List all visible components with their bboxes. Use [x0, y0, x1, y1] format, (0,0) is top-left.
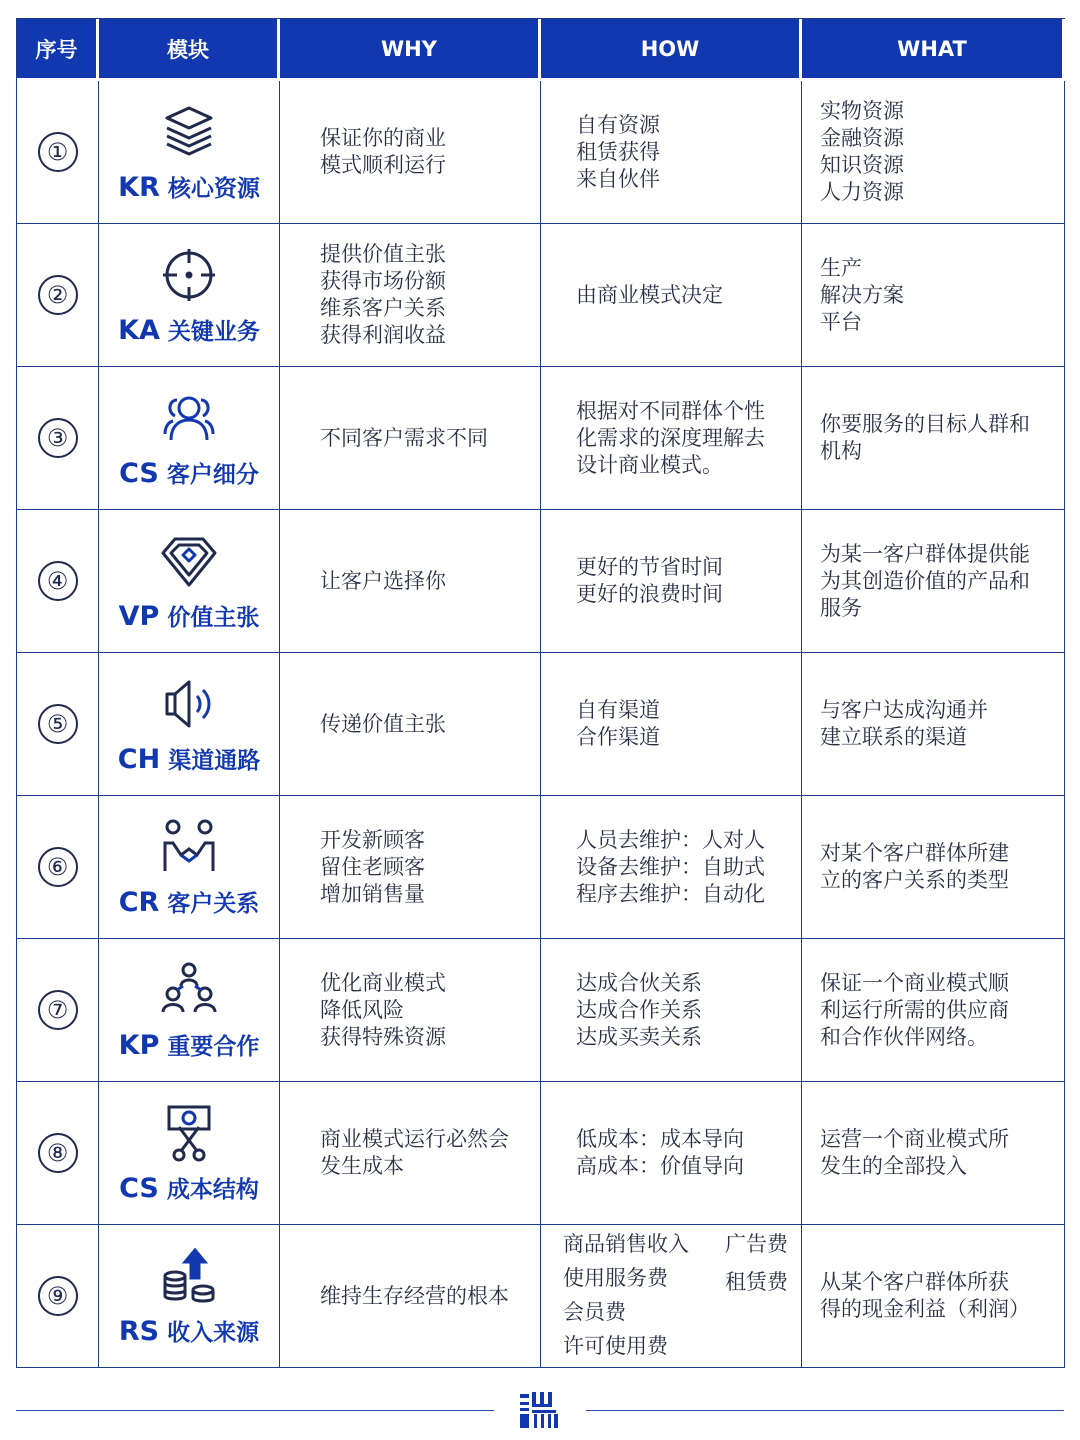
module-cell — [99, 939, 280, 1082]
what-line: 服务 — [820, 595, 862, 620]
row-index: ⑥ — [38, 847, 78, 887]
why-cell — [280, 224, 541, 367]
what-line: 知识资源 — [820, 153, 904, 177]
why-cell — [280, 796, 541, 939]
what-line: 得的现金利益（利润） — [820, 1297, 1030, 1321]
how-cell — [541, 224, 802, 367]
module-cell — [99, 510, 280, 653]
row-index-cell — [17, 1225, 99, 1368]
what-line: 你要服务的目标人群和 — [820, 412, 1030, 436]
row-index: ① — [38, 132, 78, 172]
how-line: 达成买卖关系 — [576, 1024, 702, 1049]
module-cell — [99, 81, 280, 224]
how-line: 自有资源 — [576, 112, 660, 137]
how-line: 人员去维护：人对人 — [576, 827, 765, 852]
what-line: 从某个客户群体所获 — [820, 1270, 1009, 1294]
why-line: 商业模式运行必然会 — [320, 1127, 509, 1151]
what-cell — [802, 796, 1065, 939]
how-line: 更好的浪费时间 — [576, 582, 723, 606]
how-line: 更好的节省时间 — [576, 555, 723, 579]
what-line: 机构 — [820, 439, 862, 463]
module-label — [119, 1028, 260, 1061]
row-index: ④ — [38, 561, 78, 601]
row-index-cell — [17, 224, 99, 367]
row-index: ⑧ — [38, 1133, 78, 1173]
what-line: 立的客户关系的类型 — [820, 868, 1009, 892]
module-code: CS — [119, 1172, 159, 1204]
how-line: 达成合作关系 — [576, 997, 702, 1022]
revenue-items — [541, 1225, 801, 1367]
row-index-cell — [17, 510, 99, 653]
what-line: 发生的全部投入 — [820, 1154, 967, 1178]
revenue-item: 许可使用费 — [563, 1334, 668, 1358]
what-line: 平台 — [820, 309, 862, 334]
module-label — [119, 456, 259, 489]
cost-cut-icon — [159, 1103, 219, 1171]
module-label — [118, 170, 260, 203]
why-line: 让客户选择你 — [320, 568, 446, 593]
module-code: CS — [119, 457, 159, 489]
row-index: ② — [38, 275, 78, 315]
how-cell — [541, 1225, 802, 1368]
how-cell — [541, 81, 802, 224]
why-line: 获得利润收益 — [320, 323, 446, 347]
why-line: 增加销售量 — [320, 881, 425, 906]
module-name: 核心资源 — [167, 175, 260, 202]
module-name: 成本结构 — [166, 1176, 259, 1203]
header-what: WHAT — [802, 19, 1065, 81]
why-line: 模式顺利运行 — [320, 153, 446, 177]
module-name: 关键业务 — [167, 318, 260, 345]
module-cell — [99, 796, 280, 939]
handshake-people-icon — [159, 817, 219, 885]
module-code: KA — [118, 314, 160, 346]
how-line: 程序去维护：自动化 — [576, 881, 765, 906]
what-line: 对某个客户群体所建 — [820, 841, 1009, 865]
how-line: 合作渠道 — [576, 725, 660, 749]
module-cell — [99, 653, 280, 796]
why-line: 传递价值主张 — [320, 711, 446, 736]
module-code: VP — [118, 600, 160, 632]
module-cell — [99, 1082, 280, 1225]
what-line: 金融资源 — [820, 126, 904, 150]
why-line: 提供价值主张 — [320, 242, 446, 266]
why-line: 维持生存经营的根本 — [320, 1283, 509, 1308]
module-label — [119, 885, 260, 918]
crosshair-icon — [159, 245, 219, 313]
module-label — [118, 313, 260, 346]
what-line: 生产 — [820, 255, 862, 280]
module-cell — [99, 367, 280, 510]
module-code: KP — [118, 1029, 160, 1061]
how-cell — [541, 796, 802, 939]
module-label — [119, 599, 260, 632]
how-line: 来自伙伴 — [576, 166, 660, 191]
revenue-item: 会员费 — [563, 1300, 626, 1324]
what-line: 建立联系的渠道 — [820, 725, 967, 749]
module-name: 价值主张 — [167, 604, 260, 631]
what-cell — [802, 224, 1065, 367]
what-line: 人力资源 — [820, 180, 904, 204]
what-cell — [802, 510, 1065, 653]
what-line: 利运行所需的供应商 — [820, 997, 1009, 1022]
coins-up-icon — [159, 1246, 219, 1314]
diamond-icon — [159, 531, 219, 599]
what-line: 解决方案 — [820, 282, 904, 307]
revenue-item: 使用服务费 — [563, 1266, 668, 1290]
what-line: 保证一个商业模式顺 — [820, 970, 1009, 995]
row-index-cell — [17, 367, 99, 510]
footer-line-left — [16, 1410, 494, 1411]
how-line: 低成本：成本导向 — [576, 1127, 744, 1151]
why-line: 留住老顾客 — [320, 854, 425, 879]
how-line: 根据对不同群体个性 — [576, 398, 765, 423]
row-index-cell — [17, 939, 99, 1082]
what-cell — [802, 1225, 1065, 1368]
why-cell — [280, 1225, 541, 1368]
what-line: 和合作伙伴网络。 — [820, 1024, 988, 1049]
why-line: 获得市场份额 — [320, 269, 446, 293]
revenue-item: 租赁费 — [725, 1270, 788, 1294]
what-cell — [802, 367, 1065, 510]
row-index-cell — [17, 796, 99, 939]
row-index: ③ — [38, 418, 78, 458]
module-label — [119, 1171, 259, 1204]
what-cell — [802, 81, 1065, 224]
module-code: KR — [118, 171, 160, 203]
why-cell — [280, 1082, 541, 1225]
module-cell — [99, 224, 280, 367]
how-line: 设备去维护：自助式 — [576, 854, 765, 879]
why-cell — [280, 81, 541, 224]
module-label — [119, 1314, 259, 1347]
row-index: ⑨ — [38, 1276, 78, 1316]
what-line: 运营一个商业模式所 — [820, 1127, 1009, 1151]
how-line: 设计商业模式。 — [576, 452, 723, 477]
why-line: 不同客户需求不同 — [320, 425, 488, 450]
how-line: 租赁获得 — [576, 139, 660, 164]
what-line: 与客户达成沟通并 — [820, 698, 988, 722]
module-name: 收入来源 — [167, 1319, 260, 1346]
why-cell — [280, 939, 541, 1082]
why-line: 降低风险 — [320, 997, 404, 1022]
module-cell — [99, 1225, 280, 1368]
why-cell — [280, 653, 541, 796]
header-why: WHY — [280, 19, 541, 81]
how-cell — [541, 653, 802, 796]
module-code: RS — [118, 1315, 160, 1347]
module-code: CH — [117, 743, 161, 775]
why-line: 优化商业模式 — [320, 970, 446, 995]
how-cell — [541, 1082, 802, 1225]
how-cell — [541, 367, 802, 510]
row-index-cell — [17, 1082, 99, 1225]
why-cell — [280, 510, 541, 653]
module-name: 渠道通路 — [168, 747, 261, 774]
row-index: ⑤ — [38, 704, 78, 744]
why-line: 开发新顾客 — [320, 827, 425, 852]
header-how: HOW — [541, 19, 802, 81]
row-index-cell — [17, 81, 99, 224]
header-module: 模块 — [99, 19, 280, 81]
module-label — [118, 742, 260, 775]
row-index-cell — [17, 653, 99, 796]
module-name: 客户关系 — [167, 890, 260, 917]
why-cell — [280, 367, 541, 510]
business-model-table — [16, 18, 1065, 1368]
logo-icon — [518, 1388, 562, 1432]
why-line: 发生成本 — [320, 1154, 404, 1178]
how-line: 自有渠道 — [576, 698, 660, 722]
why-line: 维系客户关系 — [320, 296, 446, 320]
revenue-item: 商品销售收入 — [563, 1232, 689, 1256]
what-line: 为其创造价值的产品和 — [820, 568, 1030, 593]
how-line: 达成合伙关系 — [576, 970, 702, 995]
network-people-icon — [159, 960, 219, 1028]
how-line: 化需求的深度理解去 — [576, 425, 765, 450]
what-cell — [802, 1082, 1065, 1225]
module-name: 重要合作 — [167, 1033, 260, 1060]
what-line: 实物资源 — [820, 99, 904, 123]
what-cell — [802, 939, 1065, 1082]
row-index: ⑦ — [38, 990, 78, 1030]
why-line: 保证你的商业 — [320, 126, 446, 150]
how-cell — [541, 510, 802, 653]
why-line: 获得特殊资源 — [320, 1024, 446, 1049]
how-line: 高成本：价值导向 — [576, 1154, 744, 1178]
how-cell — [541, 939, 802, 1082]
how-line: 由商业模式决定 — [576, 282, 723, 307]
what-cell — [802, 653, 1065, 796]
what-line: 为某一客户群体提供能 — [820, 541, 1030, 566]
revenue-item: 广告费 — [725, 1232, 788, 1256]
users-icon — [159, 388, 219, 456]
header-index: 序号 — [17, 19, 99, 81]
module-name: 客户细分 — [166, 461, 259, 488]
layers-icon — [159, 102, 219, 170]
speaker-icon — [159, 674, 219, 742]
module-code: CR — [118, 886, 160, 918]
footer-line-right — [586, 1410, 1064, 1411]
